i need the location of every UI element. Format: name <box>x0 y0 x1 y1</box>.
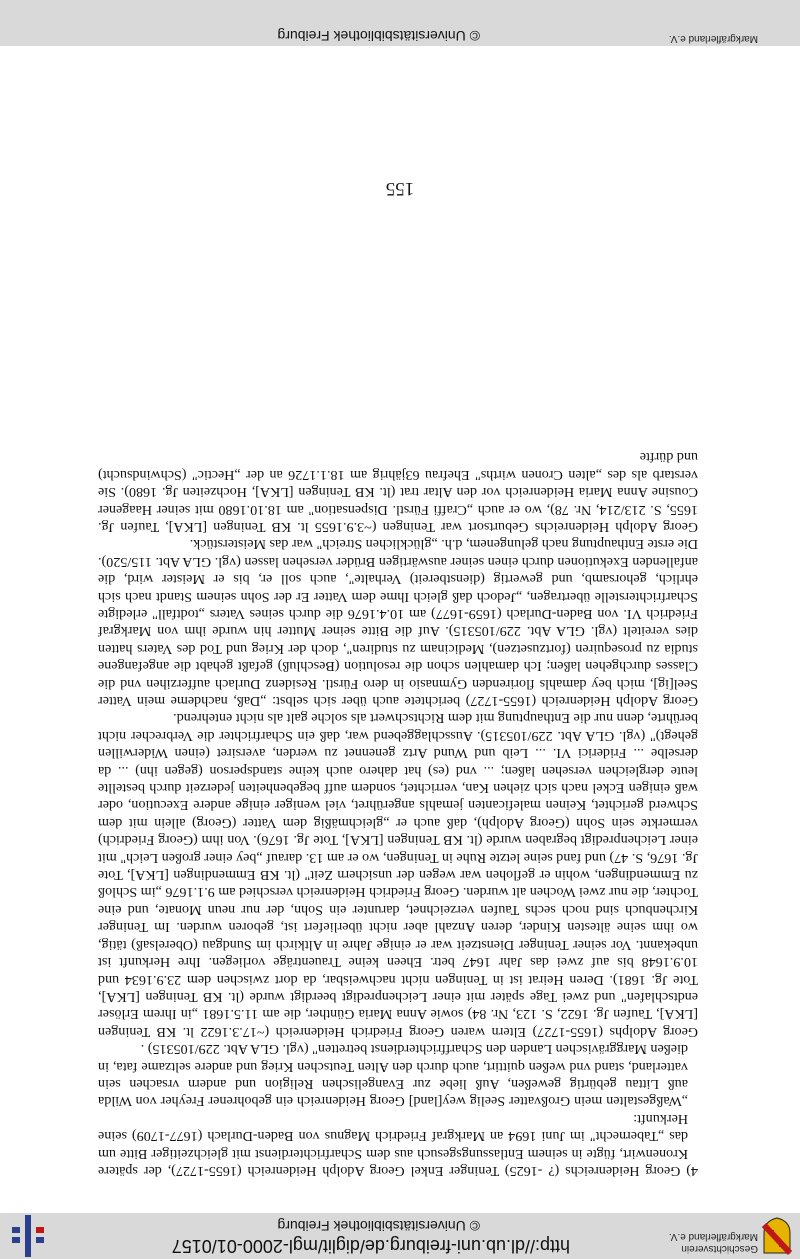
document-url[interactable]: http://dl.ub.uni-freiburg.de/diglit/mgl-2000-01/0157 <box>171 1236 570 1256</box>
footnote-paragraph: 4) Georg Heidenreichs (? -1625) Teninger Enkel Georg Adolph Heidenreich (1655-1727), der spätere Kronenwirt, fügte in seinem Entlassungsgesuch aus dem Scharfrichterdienst mit gleichzeitiger Bitte um das „Tabernecht" im Juni 1694 an Markgraf Friedrich Magnus von Baden-Durlach (1677-1709) seine Herkunft: <box>98 1110 698 1179</box>
page-body <box>98 448 698 1179</box>
coat-of-arms-icon <box>762 1217 792 1255</box>
copyright-notice: © Universitätsbibliothek Freiburg <box>277 1218 480 1234</box>
body-paragraph: Georg Adolphs (1655-1727) Eltern waren Georg Friedrich Heidenreich (~17.3.1622 lt. KB Teningen [LKA], Taufen Jg. 1622, S. 123, Nr. 84) sowie Anna Maria Günther, die am 11.5.1681 „in Ihrem Erlöser endtschlafen" und zwei Tage später mit einer Leichenpredigt beerdigt wurde (lt. KB Teningen [LKA], Tote Jg. 1681). Deren Heirat ist in Teningen nicht nachweisbar, da dort zwischen dem 23.9.1634 und 10.9.1648 bis auf zwei das Jahr 1647 betr. Eheen keine Trauenträge vorliegen. Ihre Herkunft ist unbekannt. Vor seiner Teninger Dienstzeit war er einige Jahre in Altkirch im Sundgau (Oberelsaß) tätig, wo ihm seine ältesten Kinder, deren Anzahl aber nicht überliefert ist, geboren wurden. Im Teninger Kirchenbuch sind noch sechs Taufen verzeichnet, darunter ein Sohn, der nur neun Monate, und eine Tochter, die nur zwei Wochen alt wurden. Georg Friedrich Heidenreich verschied am 9.1.1676 „im Schloß zu Emmendingen, wohin er geflohen war wegen der unsichern Zeit" (lt. KB Emmendingen [LKA], Tote Jg. 1676, S. 47) und fand seine letzte Ruhe in Teningen, wo er am 13. darauf „bey einer großen Leich" mit einer Leichenpredigt begraben wurde (lt. KB Teningen [LKA], Tote Jg. 1676). Von ihm (Georg Friedrich) vermerkte sein Sohn (Georg Adolph), daß auch er „gleichmäßig dem Vatter (Georg) allein mit dem Schwerd gerichtet, Keinen maleficanten jemahls angerühret, viel weniger einige andere Execution, oder waß einigen Eckel nach sich ziehen Kan, verrichtet, sondern auff begebenheiten jederzeit durch bestellte leute dergleichen versehen laßen; ... vnd (es) hat dahero auch keine standsperson (gegen ihn) ... da derselbe ... Friderici VI. ... Leib und Wund Artz genennet zu werden, aversiret (einen Widerwillen gehegt)" (vgl. GLA Abt. 229/105315). Ausschlaggebend war, daß ein Scharfrichter die Verbrecher nicht berührte, denn nur die Enthauptung mit dem Richtschwert als solche galt als nicht entehrend. <box>98 710 698 1040</box>
society-name <box>669 1230 758 1254</box>
society-line-2: Markgräflerland e.V. <box>668 1231 758 1242</box>
society-line-1: Geschichtsverein <box>681 1243 758 1254</box>
body-paragraph: Georg Adolph Heidenreichs Geburtsort war Teningen (~3.9.1655 lt. KB Teningen [LKA], Taufen Jg. 1655, S. 213/214, Nr. 78), wo er auch „Craffi Fürstl. Dispensation" am 18.10.1680 mit seiner Haagener Cousine Anna Maria Heidenreich vor den Altar trat (lt. KB Teningen [LKA], Hochzeiten Jg. 1680). Sie verstarb als des „alten Cronen wirths" Ehefrau 63jährig am 18.1.1726 an der „Hectic" (Schwindsucht) und dürfte <box>98 449 698 535</box>
footer-copyright: © Universitätsbibliothek Freiburg <box>277 28 480 44</box>
quote-paragraph: „Waßgestalten mein Großvatter Seelig wey[land] Georg Heidenreich ein gebohrener Freyher von Wilda auß Littau gebürtig geweßen, Auß liebe zur Evangelischen Religion und andern vrsachen sein vatterland, stand vnd weßen quittirt, auch durch den Alten Teutschen Krieg und andere seltzame fata, in dießen Marggrävischen Landen den Scharffrichterdienst betretten" (vgl. GLA Abt. 229/105315) . <box>98 1041 688 1110</box>
footer-bar <box>0 0 800 46</box>
university-logo-icon <box>8 1215 48 1257</box>
body-paragraph: Georg Adolph Heidenreich (1655-1727) berichtete auch über sich selbst: „Daß, nachdeme mein Vatter Seel[ig], mich bey damahls florirenden Gymnasio in dero Fürstl. Residenz Durlach aufferzihen vnd die Classes durchgehen laßen; Ich damahlen schon die resolution (Beschluß) gefaßt gehabt die angefangene studia zu prosequiren (fortzusetzen), Medicinam zu studiren", doch der Krieg und Tod des Vaters hatten dies vereitelt (vgl. GLA Abt. 229/105315). Auf die Bitte seiner Mutter hin wurde ihm von Markgraf Friedrich VI. von Baden-Durlach (1659-1677) am 10.4.1676 die durch seines Vaters „todtfall" erledigte Scharfrichterstelle übertragen, „Jedoch daß gleich Ihme dem Vatter Er der Sohn seinem Standt nach sich ehrlich, gehorsamb, und gewertig (dienstbereit) Verhalte", auch soll er, bis er Meister wird, die anfallenden Exekutionen durch einen seiner auswärtigen Brüder versehen lassen (vgl. GLA Abt. 115/520). Die erste Enthauptung nach gelungenem, d.h. „glücklichen Streich" war das Meisterstück. <box>98 536 698 710</box>
header-bar <box>0 1213 800 1259</box>
footer-society: Markgräflerland e.V. <box>668 33 758 44</box>
page-number: 155 <box>385 178 415 199</box>
